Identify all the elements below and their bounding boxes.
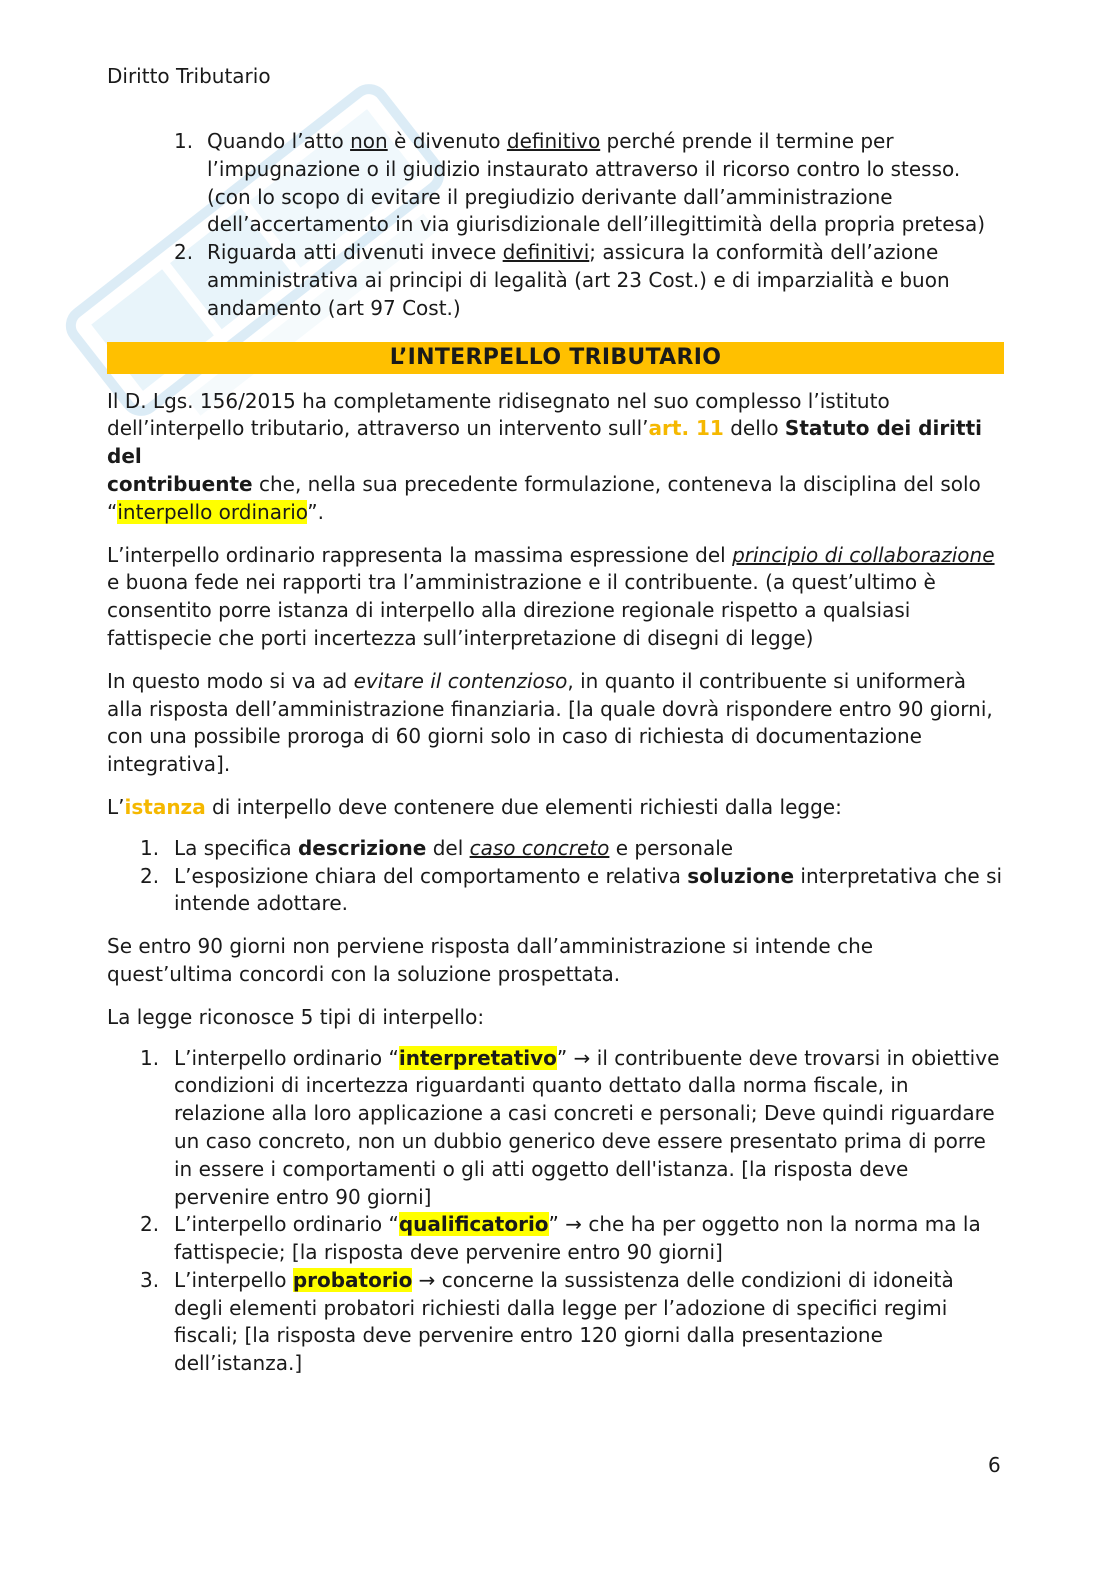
list-item: 1. Quando l’atto non è divenuto definitivo perché prende il termine per l’impugnazione o il giudizio instaurato attraverso il ricorso contro lo stesso. (con lo scopo di evitare il pregiudizio derivante dall’amministrazione dell’accertamento in via giurisdizionale dell’illegittimità della propria pretesa)	[174, 129, 986, 237]
paragraph: L’interpello ordinario rappresenta la massima espressione del principio di collaborazione e buona fede nei rapporti tra l’amministrazione e il contribuente. (a quest’ultimo è consentito porre istanza di interpello alla direzione regionale rispetto a qualsiasi fattispecie che porti incertezza sull’interpretazione di disegni di legge)	[107, 542, 995, 650]
interpello-types-list	[107, 1045, 1004, 1379]
highlight: interpello ordinario	[117, 499, 308, 524]
list-item: 2. Riguarda atti divenuti invece definitivi; assicura la conformità dell’azione amministrativa ai principi di legalità (art 23 Cost.) e di imparzialità e buon andamento (art 97 Cost.)	[174, 240, 950, 320]
paragraph: Il D. Lgs. 156/2015 ha completamente ridisegnato nel suo complesso l’istituto dell’interpello tributario, attraverso un intervento sull’art. 11 dello Statuto dei diritti del contribuente che, nella sua precedente formulazione, conteneva la disciplina del solo “interpello ordinario”.	[107, 388, 983, 524]
paragraph: In questo modo si va ad evitare il contenzioso, in quanto il contribuente si uniformerà alla risposta dell’amministrazione finanziaria. [la quale dovrà rispondere entro 90 giorni, con una possibile proroga di 60 giorni solo in caso di richiesta di documentazione integrativa].	[107, 668, 993, 777]
document-body	[107, 128, 1004, 1378]
paragraph: Se entro 90 giorni non perviene risposta dall’amministrazione si intende che quest’ultima concordi con la soluzione prospettata.	[107, 934, 874, 986]
paragraph: La legge riconosce 5 tipi di interpello:	[107, 1004, 485, 1029]
list-item: 2. L’esposizione chiara del comportamento e relativa soluzione interpretativa che si intende adottare.	[140, 863, 1003, 916]
list-item: 1. L’interpello ordinario “interpretativo” → il contribuente deve trovarsi in obiettive condizioni di incertezza riguardanti quanto dettato dalla norma fiscale, in relazione alla loro applicazione a casi concreti e personali; Deve quindi riguardare un caso concreto, non un dubbio generico deve essere presentato prima di porre in essere i comportamenti o gli atti oggetto dell'istanza. [la risposta deve pervenire entro 90 giorni]	[140, 1045, 1000, 1209]
paragraph: L’istanza di interpello deve contenere due elementi richiesti dalla legge:	[107, 794, 842, 819]
document-header: Diritto Tributario	[107, 64, 271, 88]
remedies-list	[107, 128, 1004, 323]
list-item: 2. L’interpello ordinario “qualificatorio” → che ha per oggetto non la norma ma la fattispecie; [la risposta deve pervenire entro 90 giorni]	[140, 1212, 981, 1265]
list-item: 1. La specifica descrizione del caso concreto e personale	[140, 835, 734, 860]
request-elements-list	[107, 835, 1004, 918]
section-title: L’INTERPELLO TRIBUTARIO	[107, 342, 1004, 374]
list-item: 3. L’interpello probatorio → concerne la sussistenza delle condizioni di idoneità degli elementi probatori richiesti dalla legge per l’adozione di specifici regimi fiscali; [la risposta deve pervenire entro 120 giorni dalla presentazione dell’istanza.]	[140, 1267, 954, 1376]
page-number: 6	[988, 1453, 1001, 1477]
